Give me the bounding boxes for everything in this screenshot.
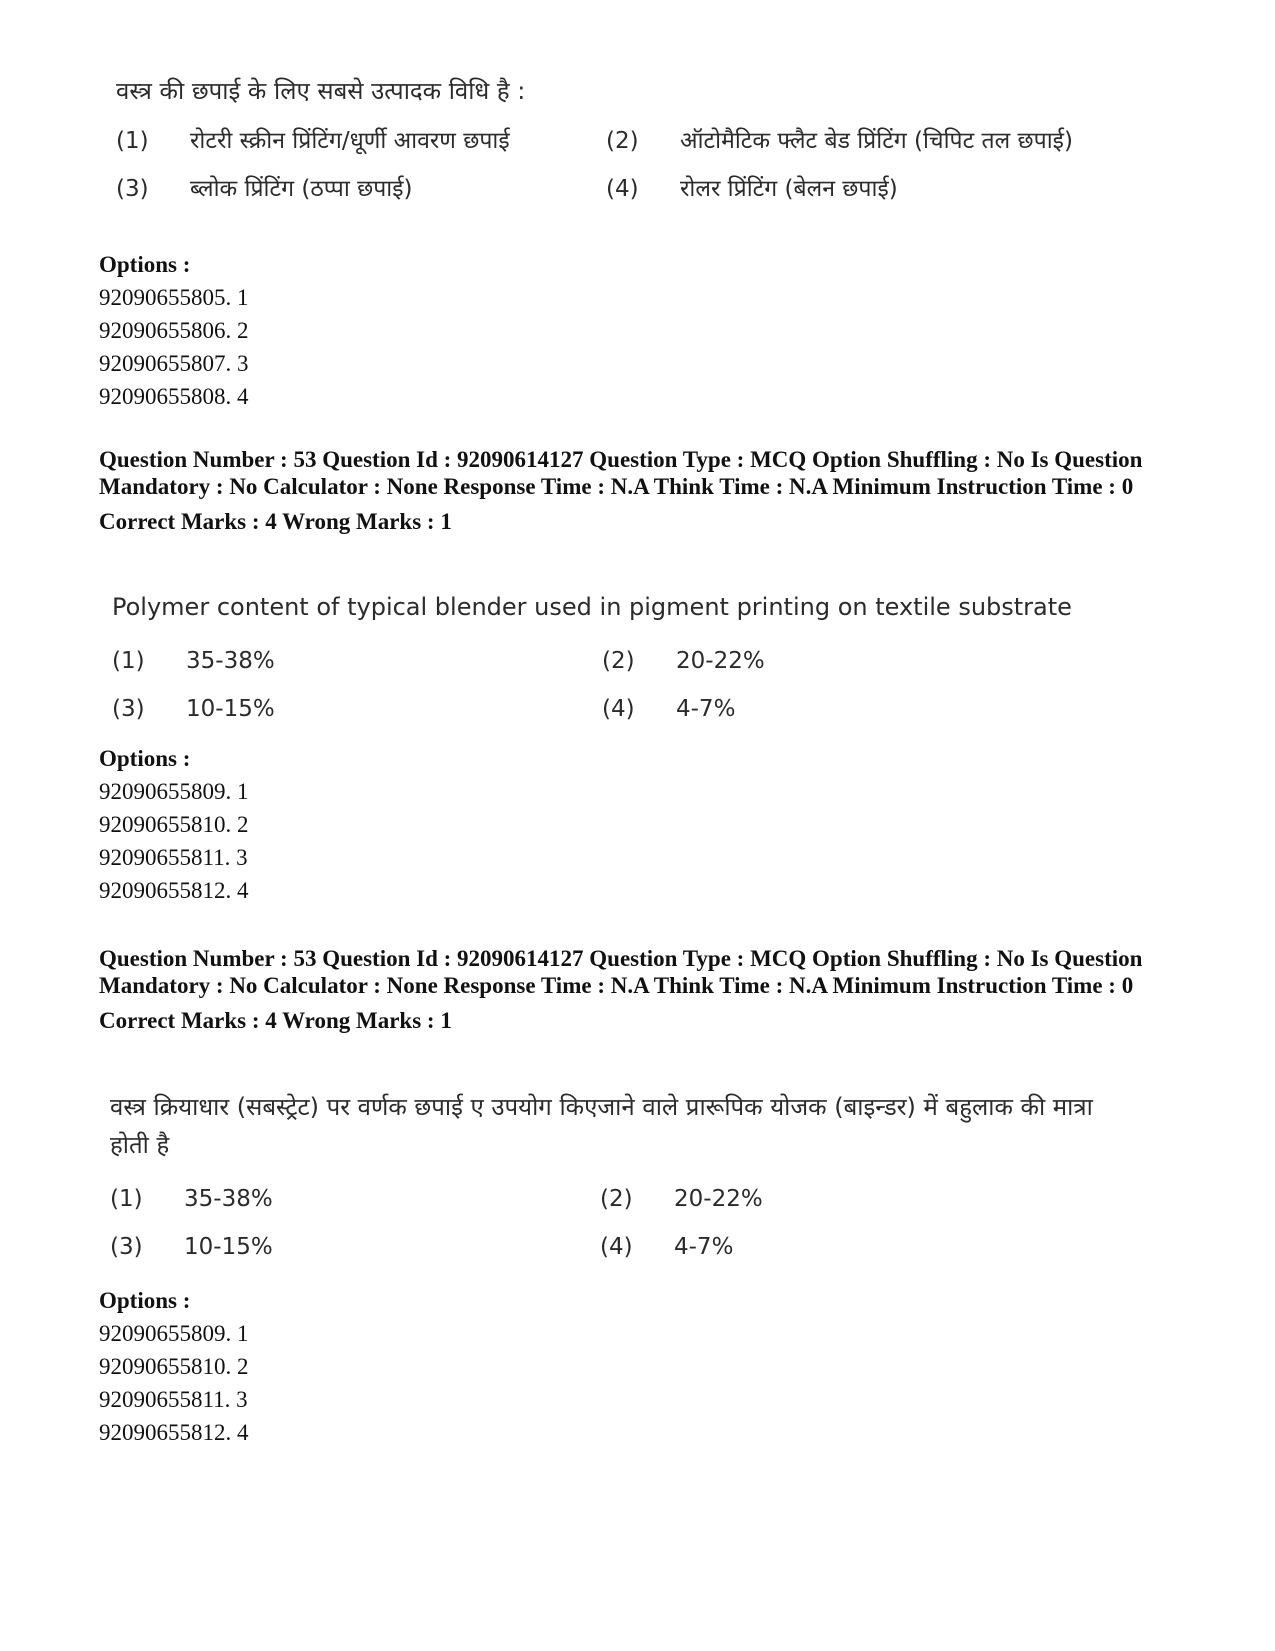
q52-choice-3 <box>100 172 590 206</box>
q53-hi-choice-1 <box>100 1182 590 1216</box>
q52-choice-2 <box>590 124 1110 158</box>
choice-number: (2) <box>602 648 635 674</box>
option-id: 92090655812. 4 <box>99 1420 249 1445</box>
q52-choices <box>100 124 1140 206</box>
question-header: Question Number : 53 Question Id : 92090614127 Question Type : MCQ Option Shuffling : No Is Question Mandatory : No Calculator : None Response Time : N.A Think Time : N.A Minimum Instruction Time : 0 <box>99 447 1143 499</box>
option-id: 92090655809. 1 <box>99 779 249 804</box>
option-id: 92090655808. 4 <box>99 384 249 409</box>
choice-text: 20-22% <box>674 1186 763 1212</box>
choice-number: (4) <box>606 176 639 202</box>
choice-number: (4) <box>602 696 635 722</box>
q53-en-choices <box>100 644 1140 726</box>
q53-hi-choice-2 <box>590 1182 1110 1216</box>
choice-number: (3) <box>116 176 149 202</box>
option-id: 92090655810. 2 <box>99 1354 249 1379</box>
choice-text: 20-22% <box>676 648 765 674</box>
choice-number: (3) <box>112 696 145 722</box>
q52-question-image <box>100 72 1140 206</box>
option-id: 92090655811. 3 <box>99 845 248 870</box>
choice-text: रोटरी स्क्रीन प्रिंटिंग/धूर्णी आवरण छपाई <box>190 128 510 154</box>
q53-en-stem: Polymer content of typical blender used in pigment printing on textile substrate <box>112 593 1072 621</box>
question-header: Question Number : 53 Question Id : 92090614127 Question Type : MCQ Option Shuffling : No Is Question Mandatory : No Calculator : None Response Time : N.A Think Time : N.A Minimum Instruction Time : 0 <box>99 946 1143 998</box>
q53-hi-choice-3 <box>100 1230 590 1264</box>
option-id: 92090655812. 4 <box>99 878 249 903</box>
choice-text: रोलर प्रिंटिंग (बेलन छपाई) <box>680 176 898 202</box>
question-marks: Correct Marks : 4 Wrong Marks : 1 <box>99 1008 452 1033</box>
q53-hi-stem: वस्त्र क्रियाधार (सबस्ट्रेट) पर वर्णक छपाई ए उपयोग किएजाने वाले प्रारूपिक योजक (बाइन्डर) में बहुलाक की मात्रा होती है <box>110 1093 1093 1159</box>
choice-text: 4-7% <box>676 696 736 722</box>
q53-hi-choice-4 <box>590 1230 1110 1264</box>
q53-en-meta <box>99 446 1179 535</box>
options-label: Options : <box>99 746 191 771</box>
choice-number: (1) <box>112 648 145 674</box>
options-label: Options : <box>99 252 191 277</box>
q53-en-question-image <box>100 588 1140 726</box>
choice-number: (4) <box>600 1234 633 1260</box>
q53-hi-options <box>99 1284 249 1449</box>
choice-number: (1) <box>110 1186 143 1212</box>
choice-number: (2) <box>600 1186 633 1212</box>
option-id: 92090655806. 2 <box>99 318 249 343</box>
q53-en-choice-4 <box>590 692 1110 726</box>
question-marks: Correct Marks : 4 Wrong Marks : 1 <box>99 509 452 534</box>
choice-text: 35-38% <box>186 648 275 674</box>
choice-number: (2) <box>606 128 639 154</box>
q53-en-choice-1 <box>100 644 590 678</box>
q53-hi-choices <box>100 1182 1140 1264</box>
q52-choice-1 <box>100 124 590 158</box>
choice-number: (3) <box>110 1234 143 1260</box>
choice-text: 10-15% <box>184 1234 273 1260</box>
q53-en-options <box>99 742 249 907</box>
choice-text: 35-38% <box>184 1186 273 1212</box>
option-id: 92090655805. 1 <box>99 285 249 310</box>
choice-text: ऑटोमैटिक फ्लैट बेड प्रिंटिंग (चिपिट तल छपाई) <box>680 128 1073 154</box>
q52-stem: वस्त्र की छपाई के लिए सबसे उत्पादक विधि है : <box>116 77 526 105</box>
options-label: Options : <box>99 1288 191 1313</box>
choice-number: (1) <box>116 128 149 154</box>
choice-text: 4-7% <box>674 1234 734 1260</box>
option-id: 92090655809. 1 <box>99 1321 249 1346</box>
option-id: 92090655810. 2 <box>99 812 249 837</box>
q53-en-choice-3 <box>100 692 590 726</box>
choice-text: ब्लोक प्रिंटिंग (ठप्पा छपाई) <box>190 176 413 202</box>
choice-text: 10-15% <box>186 696 275 722</box>
q53-hi-question-image <box>100 1088 1140 1264</box>
option-id: 92090655811. 3 <box>99 1387 248 1412</box>
q52-choice-4 <box>590 172 1110 206</box>
q52-options <box>99 248 249 413</box>
option-id: 92090655807. 3 <box>99 351 249 376</box>
q53-hi-meta <box>99 945 1179 1034</box>
q53-en-choice-2 <box>590 644 1110 678</box>
